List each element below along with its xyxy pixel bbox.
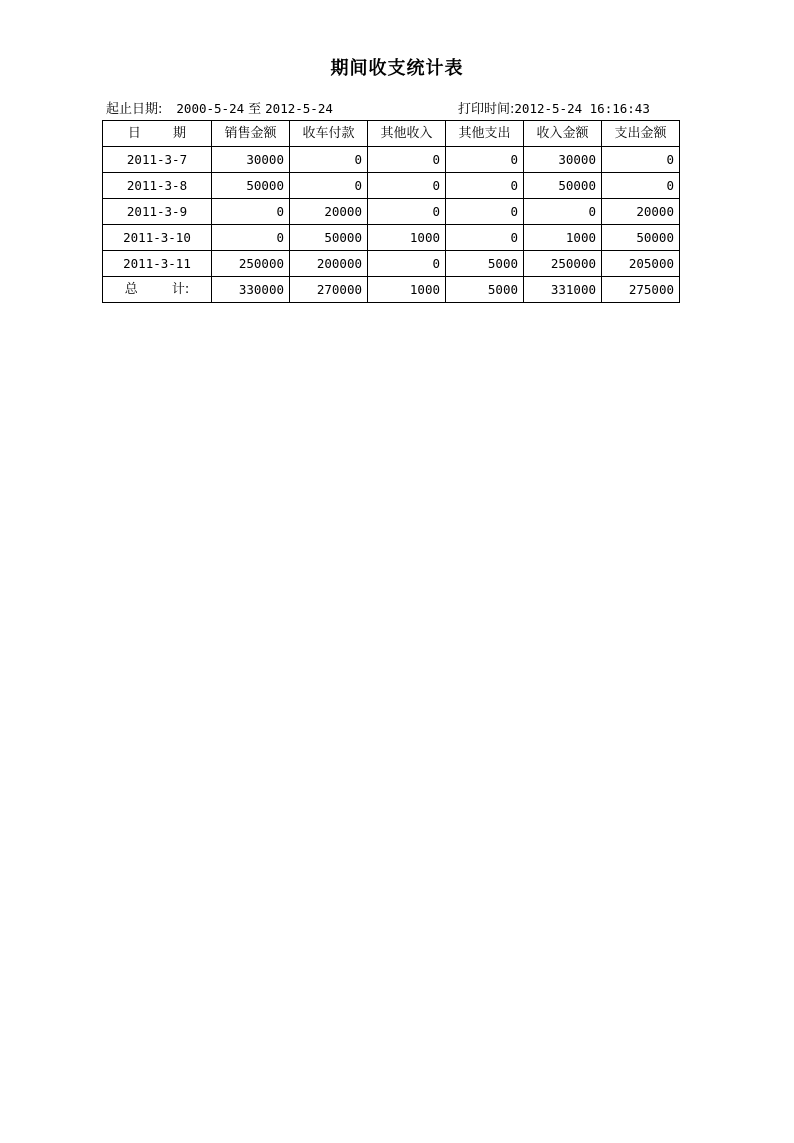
cell-expense: 0	[602, 173, 680, 199]
cell-sales: 0	[212, 199, 290, 225]
table-row	[103, 147, 680, 173]
cell-date: 2011-3-10	[103, 225, 212, 251]
cell-date: 2011-3-8	[103, 173, 212, 199]
cell-date: 2011-3-11	[103, 251, 212, 277]
cell-expense: 0	[602, 147, 680, 173]
cell-income: 50000	[524, 173, 602, 199]
cell-other-expense: 0	[446, 199, 524, 225]
header-expense-amount: 支出金额	[602, 121, 680, 147]
cell-sales: 30000	[212, 147, 290, 173]
cell-sales: 250000	[212, 251, 290, 277]
print-time-value: 2012-5-24 16:16:43	[514, 101, 650, 116]
cell-other-income: 0	[368, 147, 446, 173]
header-income-amount: 收入金额	[524, 121, 602, 147]
table-row	[103, 199, 680, 225]
cell-car-payment: 0	[290, 147, 368, 173]
cell-car-payment: 200000	[290, 251, 368, 277]
table-row	[103, 251, 680, 277]
cell-car-payment: 0	[290, 173, 368, 199]
header-other-expense: 其他支出	[446, 121, 524, 147]
header-sales-amount: 销售金额	[212, 121, 290, 147]
cell-total-sales: 330000	[212, 277, 290, 303]
cell-other-expense: 5000	[446, 251, 524, 277]
cell-income: 30000	[524, 147, 602, 173]
cell-car-payment: 50000	[290, 225, 368, 251]
cell-expense: 50000	[602, 225, 680, 251]
cell-other-income: 0	[368, 199, 446, 225]
cell-other-income: 0	[368, 173, 446, 199]
table-header-row	[103, 121, 680, 147]
header-car-payment: 收车付款	[290, 121, 368, 147]
cell-other-income: 0	[368, 251, 446, 277]
date-range-end: 2012-5-24	[265, 101, 333, 116]
cell-income: 250000	[524, 251, 602, 277]
cell-expense: 20000	[602, 199, 680, 225]
cell-car-payment: 20000	[290, 199, 368, 225]
date-range-label: 起止日期:	[106, 102, 163, 117]
cell-date: 2011-3-7	[103, 147, 212, 173]
income-expense-table	[102, 120, 680, 303]
header-date: 日 期	[103, 121, 212, 147]
cell-total-car-payment: 270000	[290, 277, 368, 303]
table-row	[103, 173, 680, 199]
cell-sales: 0	[212, 225, 290, 251]
date-range	[106, 100, 333, 119]
header-other-income: 其他收入	[368, 121, 446, 147]
cell-other-expense: 0	[446, 225, 524, 251]
table-total-row	[103, 277, 680, 303]
cell-income: 1000	[524, 225, 602, 251]
cell-total-label: 总 计:	[103, 277, 212, 303]
cell-date: 2011-3-9	[103, 199, 212, 225]
cell-other-income: 1000	[368, 225, 446, 251]
date-range-start: 2000-5-24	[176, 101, 245, 116]
cell-sales: 50000	[212, 173, 290, 199]
print-time	[458, 100, 650, 119]
report-title: 期间收支统计表	[330, 58, 464, 79]
cell-expense: 205000	[602, 251, 680, 277]
cell-total-income: 331000	[524, 277, 602, 303]
print-time-label: 打印时间:	[458, 102, 515, 117]
table-row	[103, 225, 680, 251]
cell-other-expense: 0	[446, 147, 524, 173]
date-range-separator: 至	[248, 102, 262, 117]
cell-total-expense: 275000	[602, 277, 680, 303]
cell-total-other-income: 1000	[368, 277, 446, 303]
cell-income: 0	[524, 199, 602, 225]
cell-other-expense: 0	[446, 173, 524, 199]
cell-total-other-expense: 5000	[446, 277, 524, 303]
